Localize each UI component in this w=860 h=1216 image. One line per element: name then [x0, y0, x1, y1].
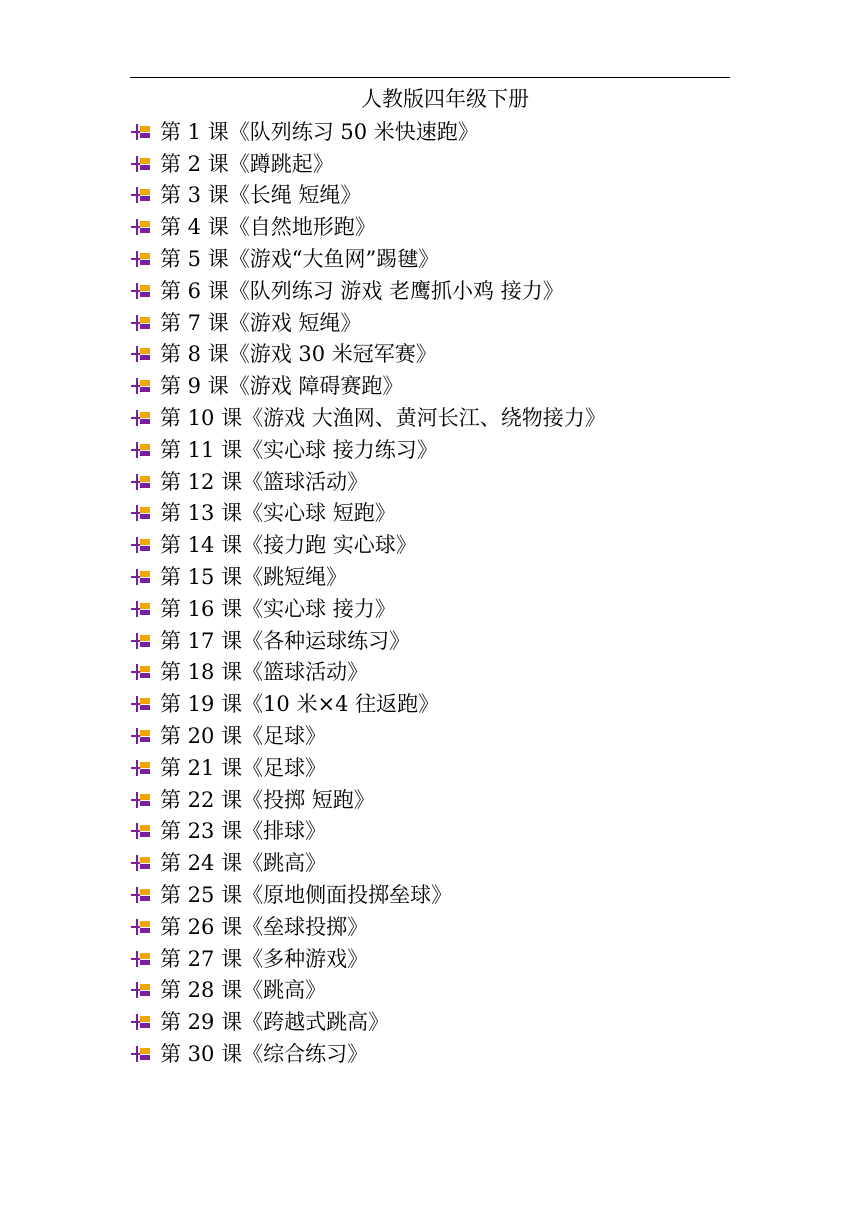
lesson-title: 第 3 课《长绳 短绳》	[160, 183, 362, 208]
lesson-title: 第 30 课《综合练习》	[160, 1042, 369, 1066]
lesson-title: 第 19 课《10 米×4 往返跑》	[160, 692, 440, 717]
list-item	[130, 243, 606, 275]
tree-node-bullet-icon	[130, 566, 152, 588]
list-item	[130, 339, 606, 371]
tree-node-bullet-icon	[130, 153, 152, 175]
list-item	[130, 1038, 606, 1070]
lesson-title: 第 18 课《篮球活动》	[160, 660, 369, 685]
lesson-title: 第 20 课《足球》	[160, 724, 327, 749]
tree-node-bullet-icon	[130, 598, 152, 620]
tree-node-bullet-icon	[130, 661, 152, 683]
tree-node-bullet-icon	[130, 1043, 152, 1065]
list-item	[130, 116, 606, 148]
list-item	[130, 911, 606, 943]
tree-node-bullet-icon	[130, 630, 152, 652]
tree-node-bullet-icon	[130, 852, 152, 874]
tree-node-bullet-icon	[130, 216, 152, 238]
tree-node-bullet-icon	[130, 948, 152, 970]
lesson-title: 第 24 课《跳高》	[160, 851, 327, 876]
tree-node-bullet-icon	[130, 312, 152, 334]
lesson-title: 第 21 课《足球》	[160, 755, 327, 780]
lesson-title: 第 10 课《游戏 大渔网、黄河长江、绕物接力》	[160, 406, 606, 431]
lesson-title: 第 12 课《篮球活动》	[160, 469, 369, 494]
list-item	[130, 370, 606, 402]
list-item	[130, 211, 606, 243]
tree-node-bullet-icon	[130, 789, 152, 811]
lesson-title: 第 1 课《队列练习 50 米快速跑》	[160, 119, 479, 144]
lesson-title: 第 9 课《游戏 障碍赛跑》	[160, 374, 404, 399]
tree-node-bullet-icon	[130, 820, 152, 842]
lesson-title: 第 6 课《队列练习 游戏 老鹰抓小鸡 接力》	[160, 278, 564, 303]
tree-node-bullet-icon	[130, 407, 152, 429]
page-title: 人教版四年级下册	[361, 87, 529, 111]
lesson-title: 第 4 课《自然地形跑》	[160, 215, 376, 240]
list-item	[130, 816, 606, 848]
list-item	[130, 148, 606, 180]
tree-node-bullet-icon	[130, 534, 152, 556]
list-item	[130, 879, 606, 911]
tree-node-bullet-icon	[130, 121, 152, 143]
list-item	[130, 720, 606, 752]
lesson-title: 第 11 课《实心球 接力练习》	[160, 437, 438, 462]
list-item	[130, 180, 606, 212]
lesson-title: 第 13 课《实心球 短跑》	[160, 501, 396, 526]
lesson-title: 第 14 课《接力跑 实心球》	[160, 533, 417, 558]
lesson-title: 第 17 课《各种运球练习》	[160, 628, 411, 653]
lesson-list	[130, 116, 606, 1070]
list-item	[130, 943, 606, 975]
list-item	[130, 402, 606, 434]
list-item	[130, 752, 606, 784]
tree-node-bullet-icon	[130, 757, 152, 779]
top-rule	[130, 77, 730, 78]
list-item	[130, 847, 606, 879]
list-item	[130, 593, 606, 625]
list-item	[130, 975, 606, 1007]
list-item	[130, 529, 606, 561]
list-item	[130, 1006, 606, 1038]
list-item	[130, 307, 606, 339]
tree-node-bullet-icon	[130, 979, 152, 1001]
lesson-title: 第 25 课《原地侧面投掷垒球》	[160, 883, 453, 908]
lesson-title: 第 8 课《游戏 30 米冠军赛》	[160, 342, 437, 367]
tree-node-bullet-icon	[130, 884, 152, 906]
tree-node-bullet-icon	[130, 725, 152, 747]
list-item	[130, 466, 606, 498]
tree-node-bullet-icon	[130, 439, 152, 461]
lesson-title: 第 23 课《排球》	[160, 819, 327, 844]
list-item	[130, 784, 606, 816]
tree-node-bullet-icon	[130, 280, 152, 302]
lesson-title: 第 27 课《多种游戏》	[160, 946, 369, 971]
tree-node-bullet-icon	[130, 343, 152, 365]
list-item	[130, 625, 606, 657]
list-item	[130, 561, 606, 593]
tree-node-bullet-icon	[130, 1011, 152, 1033]
list-item	[130, 657, 606, 689]
tree-node-bullet-icon	[130, 916, 152, 938]
list-item	[130, 275, 606, 307]
lesson-title: 第 28 课《跳高》	[160, 978, 327, 1003]
tree-node-bullet-icon	[130, 184, 152, 206]
lesson-title: 第 15 课《跳短绳》	[160, 565, 348, 590]
tree-node-bullet-icon	[130, 471, 152, 493]
tree-node-bullet-icon	[130, 248, 152, 270]
list-item	[130, 434, 606, 466]
lesson-title: 第 29 课《跨越式跳高》	[160, 1010, 390, 1035]
lesson-title: 第 2 课《蹲跳起》	[160, 151, 334, 176]
list-item	[130, 688, 606, 720]
list-item	[130, 498, 606, 530]
lesson-title: 第 7 课《游戏 短绳》	[160, 310, 362, 335]
lesson-title: 第 26 课《垒球投掷》	[160, 914, 369, 939]
lesson-title: 第 5 课《游戏“大鱼网”踢毽》	[160, 247, 440, 272]
tree-node-bullet-icon	[130, 375, 152, 397]
lesson-title: 第 16 课《实心球 接力》	[160, 596, 396, 621]
lesson-title: 第 22 课《投掷 短跑》	[160, 787, 375, 812]
tree-node-bullet-icon	[130, 693, 152, 715]
tree-node-bullet-icon	[130, 502, 152, 524]
